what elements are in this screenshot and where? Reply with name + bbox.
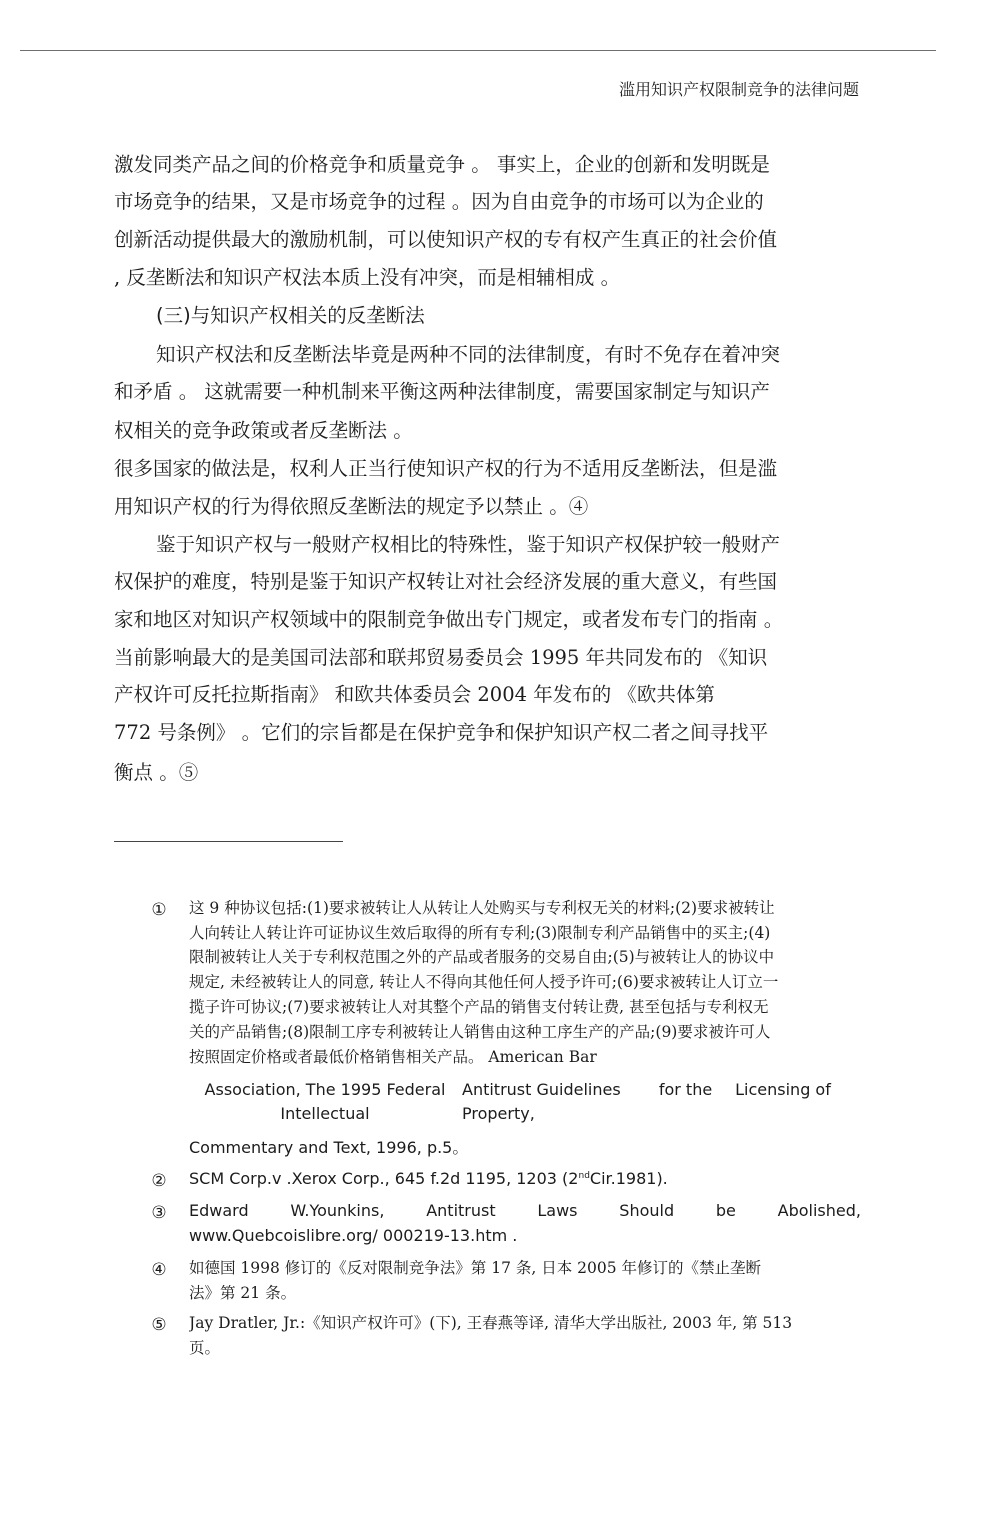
footnote-word: Abolished,: [777, 1201, 861, 1220]
footnote-marker: ②: [151, 1171, 167, 1191]
footnote-rule: [114, 841, 343, 842]
footnote-marker: ③: [151, 1203, 167, 1223]
footnote-text: Cir.1981).: [589, 1169, 668, 1188]
header-rule: [20, 50, 936, 51]
footnote-line: 规定, 未经被转让人的同意, 转让人不得向其他任何人授予许可;(6)要求被转让人订立一: [189, 973, 779, 991]
footnote-word: Should: [619, 1201, 675, 1220]
body-line: 和矛盾 。 这就需要一种机制来平衡这两种法律制度，需要国家制定与知识产: [114, 380, 770, 403]
body-line: 当前影响最大的是美国司法部和联邦贸易委员会 1995 年共同发布的 《知识: [114, 646, 768, 669]
footnote-word: Antitrust: [426, 1201, 496, 1220]
footnote-citation-cell: Licensing of: [735, 1080, 831, 1099]
body-line: 产权许可反托拉斯指南》 和欧共体委员会 2004 年发布的 《欧共体第: [114, 683, 715, 706]
footnote-word: be: [715, 1201, 736, 1220]
body-line: 很多国家的做法是，权利人正当行使知识产权的行为不适用反垄断法，但是滥: [114, 457, 778, 480]
section-heading: (三)与知识产权相关的反垄断法: [156, 304, 425, 327]
running-header: 滥用知识产权限制竞争的法律问题: [618, 80, 859, 99]
footnote-line: 页。: [189, 1339, 221, 1357]
footnote-citation-cell: Antitrust Guidelines Property,: [462, 1080, 621, 1123]
body-line: 权保护的难度，特别是鉴于知识产权转让对社会经济发展的重大意义，有些国: [114, 570, 778, 593]
body-line: 772 号条例》 。它们的宗旨都是在保护竞争和保护知识产权二者之间寻找平: [114, 721, 769, 744]
footnote-line: 这 9 种协议包括:(1)要求被转让人从转让人处购买与专利权无关的材料;(2)要求被转让: [189, 899, 775, 917]
footnote-line: Commentary and Text, 1996, p.5。: [189, 1138, 469, 1157]
footnote-text: SCM Corp.v .Xerox Corp., 645 f.2d 1195, 1203 (2: [189, 1169, 579, 1188]
footnote-word: W.Younkins,: [290, 1201, 385, 1220]
body-line: 激发同类产品之间的价格竞争和质量竞争 。 事实上，企业的创新和发明既是: [114, 153, 770, 176]
footnote-link-text: www.Quebcoislibre.org/ 000219-13.htm .: [189, 1226, 518, 1245]
footnote-word: Edward: [189, 1201, 249, 1220]
footnote-word: Laws: [537, 1201, 578, 1220]
footnote-marker: ⑤: [151, 1315, 167, 1335]
body-line: 衡点 。⑤: [114, 761, 199, 784]
footnote-line: 揽子许可协议;(7)要求被转让人对其整个产品的销售支付转让费, 甚至包括与专利权无: [189, 998, 769, 1016]
body-line: 权相关的竞争政策或者反垄断法 。: [114, 419, 413, 442]
footnote-line: [189, 1199, 861, 1223]
ordinal-suffix: nd: [578, 1171, 590, 1181]
footnote-line: [189, 1167, 861, 1191]
footnote-line: 法》第 21 条。: [189, 1284, 297, 1302]
footnote-line: 按照固定价格或者最低价格销售相关产品。 American Bar: [189, 1048, 597, 1066]
footnote-line: 关的产品销售;(8)限制工序专利被转让人销售由这种工序生产的产品;(9)要求被许可人: [189, 1023, 771, 1041]
footnote-line: Jay Dratler, Jr.:《知识产权许可》(下), 王春燕等译, 清华大学出版社, 2003 年, 第 513: [189, 1314, 793, 1332]
body-line: 用知识产权的行为得依照反垄断法的规定予以禁止 。④: [114, 495, 589, 518]
body-line: , 反垄断法和知识产权法本质上没有冲突，而是相辅相成 。: [114, 266, 621, 289]
body-line: 创新活动提供最大的激励机制，可以使知识产权的专有权产生真正的社会价值: [114, 228, 778, 251]
body-line: 知识产权法和反垄断法毕竟是两种不同的法律制度，有时不免存在着冲突: [156, 343, 781, 366]
footnote-line: 人向转让人转让许可证协议生效后取得的所有专利;(3)限制专利产品销售中的买主;(4): [189, 924, 771, 942]
footnote-citation-cell: Association, The 1995 Federal Intellectual: [204, 1080, 446, 1123]
footnote-citation-cell: for the: [658, 1080, 713, 1099]
footnote-marker: ④: [151, 1260, 167, 1280]
footnote-line: 限制被转让人关于专利权范围之外的产品或者服务的交易自由;(5)与被转让人的协议中: [189, 948, 775, 966]
body-line: 市场竞争的结果，又是市场竞争的过程 。因为自由竞争的市场可以为企业的: [114, 190, 764, 213]
footnote-line: 如德国 1998 修订的《反对限制竞争法》第 17 条, 日本 2005 年修订的《禁止垄断: [189, 1259, 762, 1277]
body-line: 鉴于知识产权与一般财产权相比的特殊性，鉴于知识产权保护较一般财产: [156, 533, 781, 556]
body-line: 家和地区对知识产权领域中的限制竞争做出专门规定，或者发布专门的指南 。: [114, 608, 784, 631]
footnote-marker: ①: [151, 900, 167, 920]
